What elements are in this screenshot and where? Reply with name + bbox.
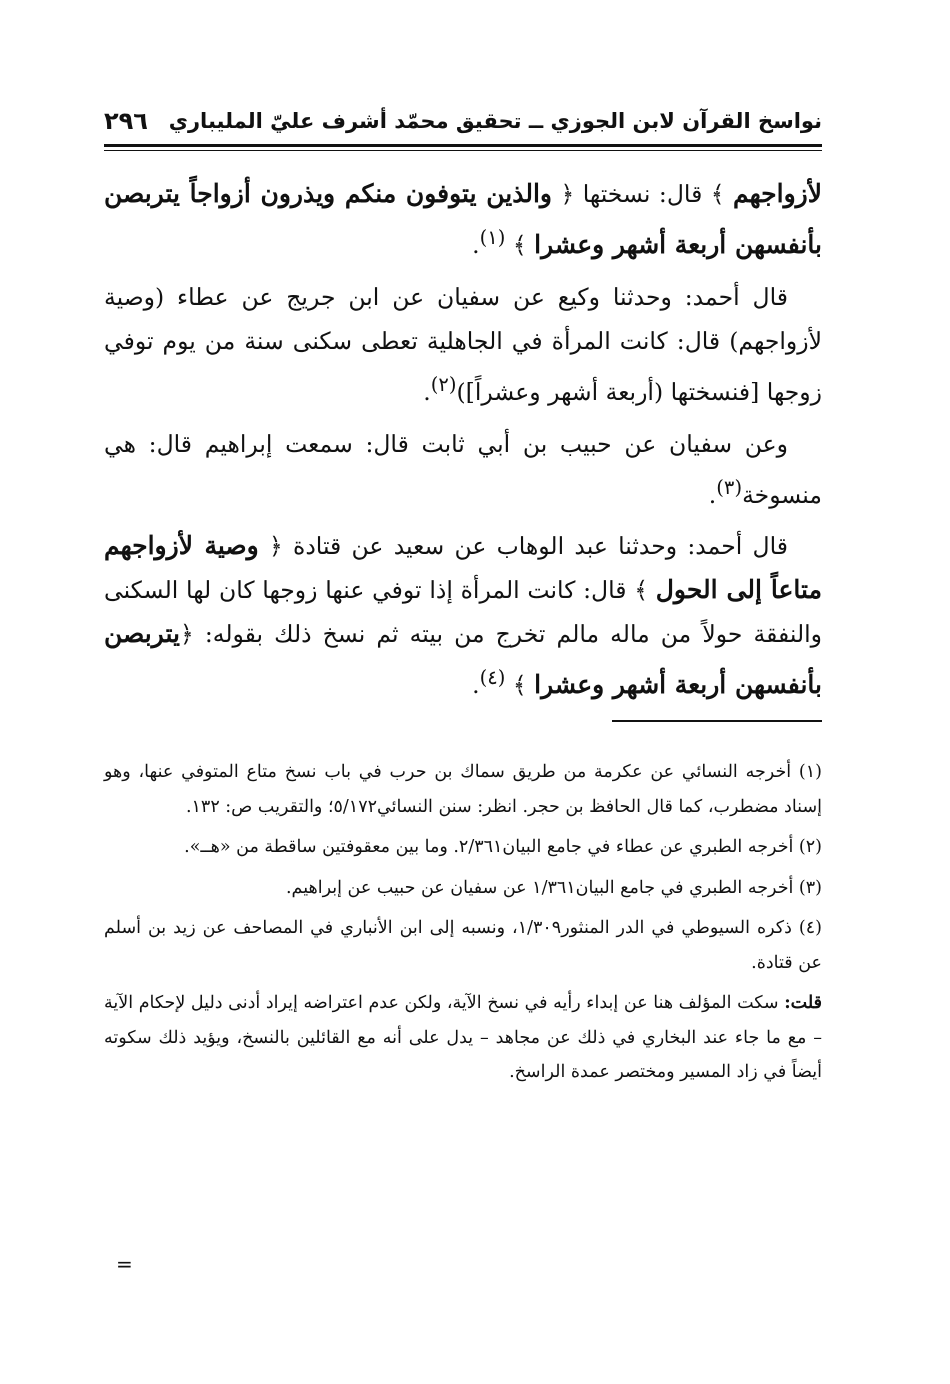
footnote-4: (٤) ذكره السيوطي في الدر المنثور١/٣٠٩، ونسبه إلى ابن الأنباري في المصاحف عن زيد بن أسلم عن قتادة. (104, 918, 822, 973)
footnote-separator (612, 720, 822, 722)
quran-verse: والذين يتوفون منكم ويذرون أزواجاً يتربصن بأنفسهن أربعة أشهر وعشرا (104, 179, 822, 259)
footnote-2: (٢) أخرجه الطبري عن عطاء في جامع البيان٢/٣٦١. وما بين معقوفتين ساقطة من «هــ». (184, 837, 822, 857)
header-title: نواسخ القرآن لابن الجوزي ــ تحقيق محمّد أشرف عليّ المليباري (168, 109, 822, 133)
text-run: قال أحمد: وحدثنا وكيع عن سفيان عن ابن جريج عن عطاء (وصية لأزواجهم) قال: كانت المرأة في الجاهلية تعطى سكنى سنة من يوم توفي زوجها [فنسختها (أربعة أشهر وعشراً]) (104, 282, 822, 406)
text-run: ﴾ (505, 230, 535, 259)
paragraph-1 (104, 172, 822, 267)
text-run: وعن سفيان عن حبيب بن أبي ثابت قال: سمعت إبراهيم قال: هي منسوخة (104, 429, 822, 509)
footnote-ref-4[interactable]: (٤) (479, 666, 506, 690)
comment-label: قلت: (784, 993, 822, 1013)
footnote-ref-2[interactable]: (٢) (430, 372, 457, 396)
text-run: ﴾ قال: كانت المرأة إذا توفي عنها زوجها كان لها السكنى والنفقة حولاً من ماله مالم تخرج من بيته ثم نسخ ذلك بقوله: ﴿ (104, 576, 822, 649)
running-header (104, 100, 822, 142)
footnote-3: (٣) أخرجه الطبري في جامع البيان١/٣٦١ عن سفيان عن حبيب عن إبراهيم. (285, 877, 822, 898)
text-run: . (423, 377, 431, 406)
paragraph-3 (104, 422, 822, 517)
footnote-1: (١) أخرجه النسائي عن عكرمة من طريق سماك بن حرب في باب نسخ متاع المتوفي عنها، وهو إسناد مضطرب، كما قال الحافظ بن حجر. انظر: سنن النسائي٥/١٧٢؛ والتقريب ص: ١٣٢. (104, 762, 822, 817)
text-run: ﴾ قال: نسختها ﴿ (552, 180, 734, 208)
paragraph-4 (104, 524, 822, 707)
main-text (104, 172, 822, 715)
footnotes (104, 755, 822, 1096)
text-run: ﴾ (505, 671, 535, 700)
text-run: . (472, 671, 480, 700)
text-run: . (472, 230, 480, 259)
comment-text: سكت المؤلف هنا عن إبداء رأيه في نسخ الآية، ولكن عدم اعتراضه إيراد أدنى دليل لإحكام الآية – مع ما جاء عند البخاري في ذلك عن مجاهد – يدل على أنه مع القائلين بالنسخ، ويؤيد ذلك سكوته أيضاً في زاد المسير ومختصر عمدة الراسخ. (104, 993, 822, 1082)
text-run: قال أحمد: وحدثنا عبد الوهاب عن سعيد عن قتادة ﴿ (258, 532, 788, 561)
editor-comment (104, 986, 822, 1090)
quran-verse: وصية لأزواجهم متاعاً إلى الحول (104, 531, 822, 605)
footnote-ref-3[interactable]: (٣) (716, 475, 743, 499)
quran-verse: يتربصن بأنفسهن أربعة أشهر وعشرا (104, 619, 822, 700)
page-number: ٢٩٦ (104, 107, 148, 135)
text-run: . (708, 480, 717, 509)
paragraph-2 (104, 275, 822, 414)
continuation-mark: = (116, 1252, 133, 1276)
footnote-ref-1[interactable]: (١) (479, 226, 506, 249)
header-rule-thick (104, 144, 822, 147)
header-rule-thin (104, 150, 822, 151)
quran-fragment: لأزواجهم (733, 179, 822, 208)
